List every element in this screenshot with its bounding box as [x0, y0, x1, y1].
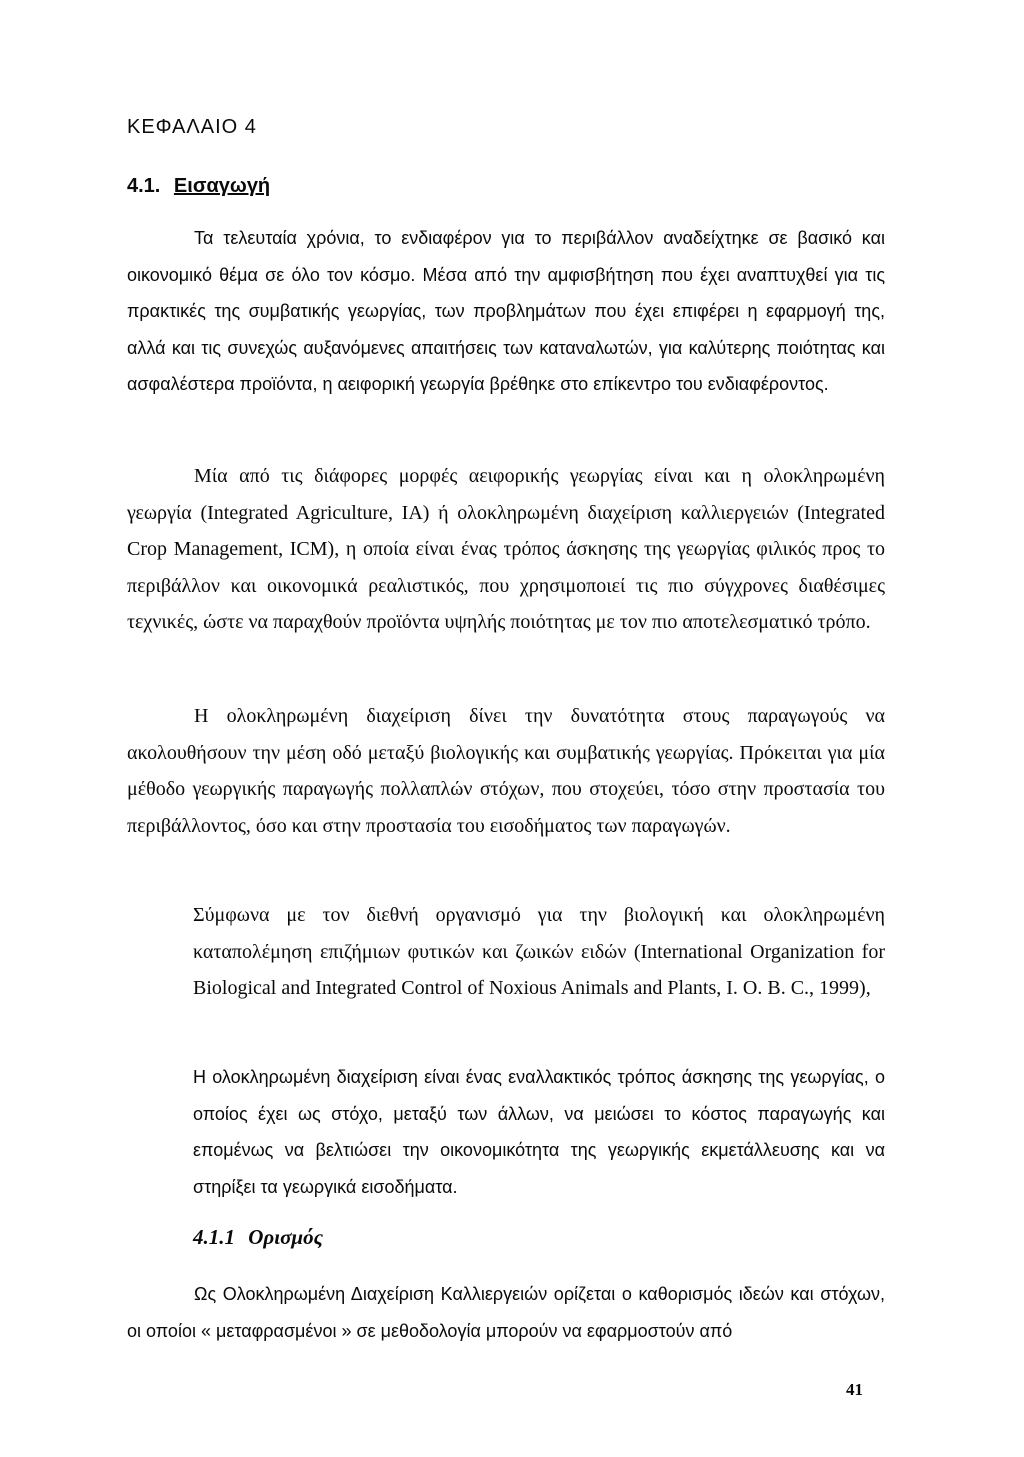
chapter-heading: ΚΕΦΑΛΑΙΟ 4	[127, 116, 257, 138]
subsection-title: Ορισμός	[248, 1225, 323, 1249]
page-number: 41	[846, 1380, 863, 1399]
iobc-paragraph: Σύμφωνα με τον διεθνή οργανισμό για την βιολογική και ολοκληρωμένη καταπολέμηση επιζήμιων φυτικών και ζωικών ειδών (International Organization for Biological and Integrated Control of Noxious Animals and Plants, I. O. B. C., 1999),	[193, 904, 885, 999]
section-title: Εισαγωγή	[173, 175, 271, 197]
section-number: 4.1.	[127, 175, 161, 197]
alternative-paragraph: Η ολοκληρωμένη διαχείριση είναι ένας εναλλακτικός τρόπος άσκησης της γεωργίας, ο οποίος έχει ως στόχο, μεταξύ των άλλων, να μειώσει το κόστος παραγωγής και επομένως να βελτιώσει την οικονομικότητα της γεωργικής εκμετάλλευσης και να στηρίξει τα γεωργικά εισοδήματα.	[193, 1067, 885, 1197]
middle-road-paragraph: Η ολοκληρωμένη διαχείριση δίνει την δυνατότητα στους παραγωγούς να ακολουθήσουν την μέση οδό μεταξύ βιολογικής και συμβατικής γεωργίας. Πρόκειται για μία μέθοδο γεωργικής παραγωγής πολλαπλών στόχων, που στοχεύει, τόσο στην προστασία του περιβάλλοντος, όσο και στην προστασία του εισοδήματος των παραγωγών.	[127, 705, 885, 837]
section-heading	[127, 175, 270, 198]
definition-paragraph: Ως Ολοκληρωμένη Διαχείριση Καλλιεργειών ορίζεται ο καθορισμός ιδεών και στόχων, οι οποίοι « μεταφρασμένοι » σε μεθοδολογία μπορούν να εφαρμοστούν από	[127, 1284, 885, 1341]
subsection-number: 4.1.1	[193, 1225, 235, 1249]
subsection-heading	[193, 1225, 323, 1250]
intro-paragraph: Τα τελευταία χρόνια, το ενδιαφέρον για το περιβάλλον αναδείχτηκε σε βασικό και οικονομικό θέμα σε όλο τον κόσμο. Μέσα από την αμφισβήτηση που έχει αναπτυχθεί για τις πρακτικές της συμβατικής γεωργίας, των προβλημάτων που έχει επιφέρει η εφαρμογή της, αλλά και τις συνεχώς αυξανόμενες απαιτήσεις των καταναλωτών, για καλύτερης ποιότητας και ασφαλέστερα προϊόντα, η αειφορική γεωργία βρέθηκε στο επίκεντρο του ενδιαφέροντος.	[127, 228, 885, 394]
forms-paragraph: Μία από τις διάφορες μορφές αειφορικής γεωργίας είναι και η ολοκληρωμένη γεωργία (Integrated Agriculture, IA) ή ολοκληρωμένη διαχείριση καλλιεργειών (Integrated Crop Management, ICM), η οποία είναι ένας τρόπος άσκησης της γεωργίας φιλικός προς το περιβάλλον και οικονομικά ρεαλιστικός, που χρησιμοποιεί τις πιο σύγχρονες διαθέσιμες τεχνικές, ώστε να παραχθούν προϊόντα υψηλής ποιότητας με τον πιο αποτελεσματικό τρόπο.	[127, 465, 885, 633]
